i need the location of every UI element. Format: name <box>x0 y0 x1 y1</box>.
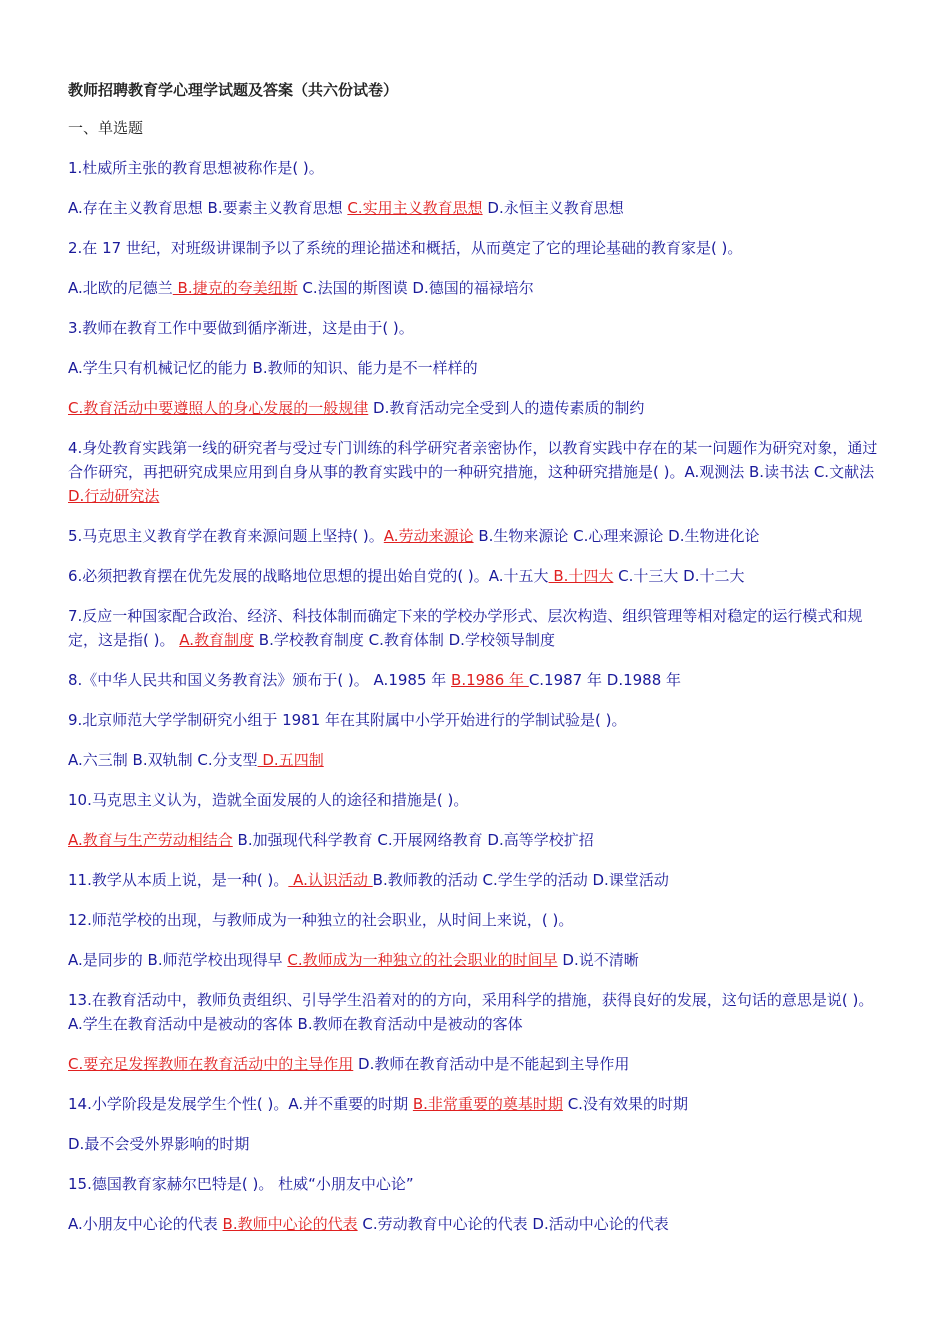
question-paragraph <box>68 604 886 652</box>
answer-highlight: A.认识活动 <box>288 871 373 889</box>
answer-highlight: D.五四制 <box>257 751 324 769</box>
paragraph-text: D.教师在教育活动中是不能起到主导作用 <box>353 1055 630 1073</box>
paragraph-text: B.学校教育制度 C.教育体制 D.学校领导制度 <box>254 631 555 649</box>
paragraph-text: B.加强现代科学教育 C.开展网络教育 D.高等学校扩招 <box>232 831 594 849</box>
document-title: 教师招聘教育学心理学试题及答案（共六份试卷） <box>68 81 399 99</box>
question-paragraph <box>68 1132 886 1156</box>
question-paragraph <box>68 868 886 892</box>
paragraph-text: C.法国的斯图谟 D.德国的福禄培尔 <box>297 279 534 297</box>
paragraph-text: 14.小学阶段是发展学生个性( )。A.并不重要的时期 <box>68 1095 413 1113</box>
question-paragraph <box>68 908 886 932</box>
answer-highlight: C.教师成为一种独立的社会职业的时间早 <box>287 951 558 969</box>
question-paragraph <box>68 668 886 692</box>
paragraph-text: 4.身处教育实践第一线的研究者与受过专门训练的科学研究者亲密协作，以教育实践中存在的某一问题作为研究对象，通过合作研究，再把研究成果应用到自身从事的教育实践中的一种研究措施，这种研究措施是( )。A.观测法 B.读书法 C.文献法 <box>68 439 878 481</box>
paragraph-text: A.是同步的 B.师范学校出现得早 <box>68 951 288 969</box>
question-paragraph <box>68 356 886 380</box>
question-paragraph <box>68 828 886 852</box>
paragraph-text: A.存在主义教育思想 B.要素主义教育思想 <box>68 199 348 217</box>
paragraph-text: 15.德国教育家赫尔巴特是( )。 杜威“小朋友中心论” <box>68 1175 414 1193</box>
answer-highlight: B.教师中心论的代表 <box>222 1215 358 1233</box>
paragraph-text: 1.杜威所主张的教育思想被称作是( )。 <box>68 159 324 177</box>
question-paragraph <box>68 948 886 972</box>
paragraph-text: 8.《中华人民共和国义务教育法》颁布于( )。 A.1985 年 <box>68 671 452 689</box>
paragraph-text: A.六三制 B.双轨制 C.分支型 <box>68 751 258 769</box>
paragraph-text: C.十三大 D.十二大 <box>613 567 745 585</box>
answer-highlight: C.实用主义教育思想 <box>347 199 483 217</box>
paragraph-text: 12.师范学校的出现，与教师成为一种独立的社会职业，从时间上来说，( )。 <box>68 911 574 929</box>
question-paragraph <box>68 788 886 812</box>
paragraph-text: 9.北京师范大学学制研究小组于 1981 年在其附属中小学开始进行的学制试验是( )。 <box>68 711 627 729</box>
paragraph-text: 5.马克思主义教育学在教育来源问题上坚持( )。 <box>68 527 384 545</box>
document-page <box>68 78 886 1252</box>
paragraph-text: 13.在教育活动中，教师负责组织、引导学生沿着对的的方向，采用科学的措施，获得良好的发展，这句话的意思是说( )。A.学生在教育活动中是被动的客体 B.教师在教育活动中是被动的客体 <box>68 991 874 1033</box>
paragraph-text: D.说不清晰 <box>557 951 639 969</box>
paragraph-text: D.教育活动完全受到人的遗传素质的制约 <box>368 399 645 417</box>
question-paragraph <box>68 196 886 220</box>
question-paragraph <box>68 748 886 772</box>
question-paragraph <box>68 156 886 180</box>
question-paragraph <box>68 1092 886 1116</box>
paragraph-text: A.学生只有机械记忆的能力 B.教师的知识、能力是不一样样的 <box>68 359 478 377</box>
question-paragraph <box>68 436 886 508</box>
answer-highlight: B.非常重要的奠基时期 <box>412 1095 563 1113</box>
paragraph-text: 3.教师在教育工作中要做到循序渐进，这是由于( )。 <box>68 319 414 337</box>
paragraph-text: A.小朋友中心论的代表 <box>68 1215 223 1233</box>
question-paragraph <box>68 708 886 732</box>
question-paragraph <box>68 1212 886 1236</box>
paragraph-text: C.没有效果的时期 <box>562 1095 688 1113</box>
question-paragraph <box>68 316 886 340</box>
paragraph-text: D.永恒主义教育思想 <box>482 199 624 217</box>
question-paragraph <box>68 1052 886 1076</box>
answer-highlight: A.劳动来源论 <box>383 527 474 545</box>
question-list <box>68 156 886 1236</box>
paragraph-text: 11.教学从本质上说，是一种( )。 <box>68 871 289 889</box>
paragraph-text: B.教师教的活动 C.学生学的活动 D.课堂活动 <box>372 871 669 889</box>
answer-highlight: A.教育与生产劳动相结合 <box>68 831 233 849</box>
answer-highlight: A.教育制度 <box>179 631 255 649</box>
question-paragraph <box>68 564 886 588</box>
answer-highlight: B.1986 年 <box>451 671 529 689</box>
paragraph-text: A.北欧的尼德兰 <box>68 279 173 297</box>
question-paragraph <box>68 276 886 300</box>
paragraph-text: 10.马克思主义认为，造就全面发展的人的途径和措施是( )。 <box>68 791 469 809</box>
paragraph-text: C.劳动教育中心论的代表 D.活动中心论的代表 <box>357 1215 669 1233</box>
paragraph-text: 6.必须把教育摆在优先发展的战略地位思想的提出始自党的( )。A.十五大 <box>68 567 549 585</box>
paragraph-text: C.1987 年 D.1988 年 <box>528 671 682 689</box>
paragraph-text: B.生物来源论 C.心理来源论 D.生物进化论 <box>473 527 760 545</box>
answer-highlight: D.行动研究法 <box>68 487 160 505</box>
section-heading: 一、单选题 <box>68 119 144 137</box>
answer-highlight: C.要充足发挥教师在教育活动中的主导作用 <box>68 1055 354 1073</box>
paragraph-text: D.最不会受外界影响的时期 <box>68 1135 250 1153</box>
answer-highlight: B.十四大 <box>548 567 614 585</box>
paragraph-text: 7.反应一种国家配合政治、经济、科技体制而确定下来的学校办学形式、层次构造、组织管理等相对稳定的运行模式和规定，这是指( )。 <box>68 607 863 649</box>
answer-highlight: C.教育活动中要遵照人的身心发展的一般规律 <box>68 399 369 417</box>
question-paragraph <box>68 524 886 548</box>
question-paragraph <box>68 988 886 1036</box>
paragraph-text: 2.在 17 世纪，对班级讲课制予以了系统的理论描述和概括，从而奠定了它的理论基础的教育家是( )。 <box>68 239 743 257</box>
question-paragraph <box>68 236 886 260</box>
question-paragraph <box>68 396 886 420</box>
answer-highlight: B.捷克的夸美纽斯 <box>172 279 298 297</box>
question-paragraph <box>68 1172 886 1196</box>
